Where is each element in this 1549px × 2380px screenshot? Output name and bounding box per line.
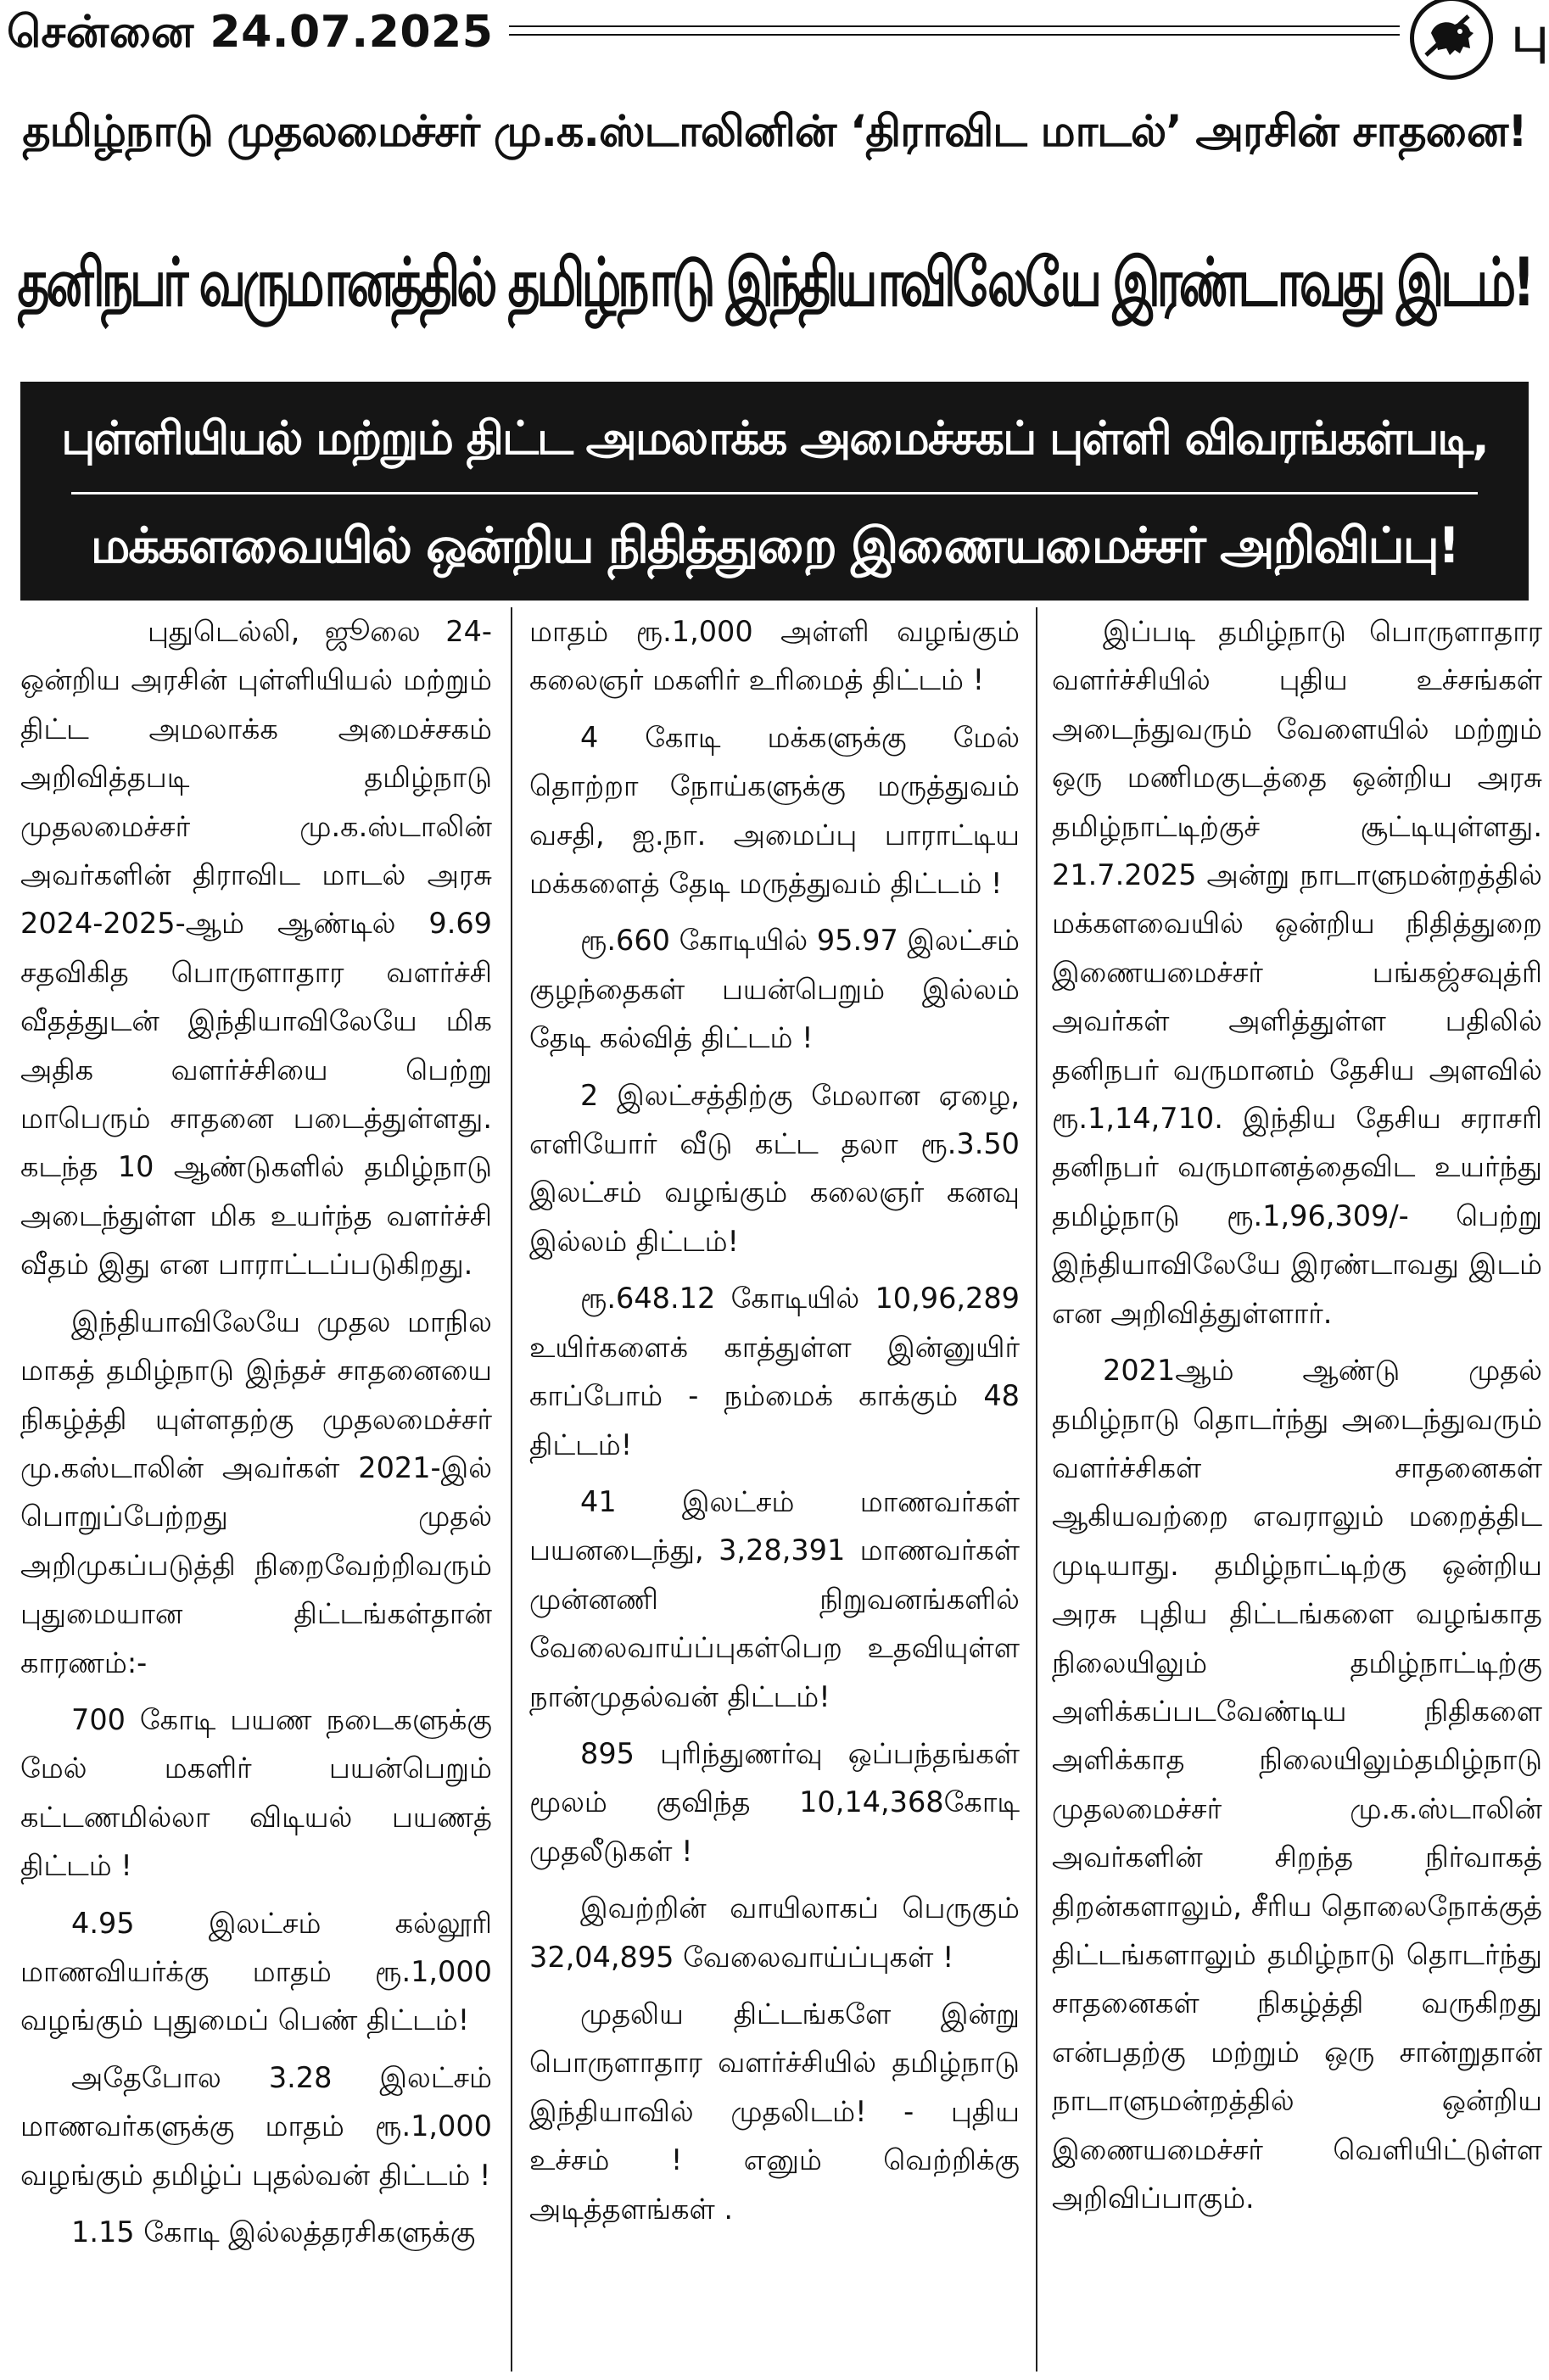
paragraph: முதலிய திட்டங்களே இன்று பொருளாதார வளர்ச்சியில் தமிழ்நாடு இந்தியாவில் முதலிடம்! - புதிய உச்சம் ! எனும் வெற்றிக்கு அடித்தளங்கள் .	[529, 1997, 1020, 2226]
paragraph: 895 புரிந்துணர்வு ஒப்பந்தங்கள் மூலம் குவிந்த 10,14,368கோடி முதலீடுகள் !	[529, 1736, 1020, 1868]
paragraph: மாதம் ரூ.1,000 அள்ளி வழங்கும் கலைஞர் மகளிர் உரிமைத் திட்டம் !	[529, 615, 1020, 697]
subhead-line-1: புள்ளியியல் மற்றும் திட்ட அமலாக்க அமைச்சகப் புள்ளி விவரங்கள்படி,	[61, 411, 1488, 465]
main-headline: தனிநபர் வருமானத்தில் தமிழ்நாடு இந்தியாவிலேயே இரண்டாவது இடம்!	[17, 243, 1532, 321]
column-divider	[511, 607, 512, 2372]
paragraph: அதேபோல 3.28 இலட்சம் மாணவர்களுக்கு மாதம் ரூ.1,000 வழங்கும் தமிழ்ப் புதல்வன் திட்டம் !	[20, 2060, 492, 2192]
paragraph: 4 கோடி மக்களுக்கு மேல் தொற்றா நோய்களுக்கு மருத்துவம் வசதி, ஐ.நா. அமைப்பு பாராட்டிய மக்களைத் தேடி மருத்துவம் திட்டம் !	[529, 720, 1020, 901]
dateline: சென்னை 24.07.2025	[7, 7, 494, 58]
page-section-letter: பு	[1512, 5, 1549, 63]
article-column-2	[529, 607, 1020, 2372]
article-column-3	[1052, 607, 1542, 2372]
subhead-divider	[71, 492, 1478, 494]
paragraph: புதுடெல்லி, ஜூலை 24- ஒன்றிய அரசின் புள்ளியியல் மற்றும் திட்ட அமலாக்க அமைச்சகம் அறிவித்தபடி தமிழ்நாடு முதலமைச்சர் மு.க.ஸ்டாலின் அவர்களின் திராவிட மாடல் அரசு 2024-2025-ஆம் ஆண்டில் 9.69 சதவிகித பொருளாதார வளர்ச்சி வீதத்துடன் இந்தியாவிலேயே மிக அதிக வளர்ச்சியை பெற்று மாபெரும் சாதனை படைத்துள்ளது. கடந்த 10 ஆண்டுகளில் தமிழ்நாடு அடைந்துள்ள மிக உயர்ந்த வளர்ச்சி வீதம் இது என பாராட்டப்படுகிறது.	[20, 615, 492, 1282]
masthead	[0, 0, 1549, 71]
article-column-1	[20, 607, 492, 2372]
paragraph: 4.95 இலட்சம் கல்லூரி மாணவியர்க்கு மாதம் ரூ.1,000 வழங்கும் புதுமைப் பெண் திட்டம்!	[20, 1906, 492, 2037]
paragraph: 2 இலட்சத்திற்கு மேலான ஏழை, எளியோர் வீடு கட்ட தலா ரூ.3.50 இலட்சம் வழங்கும் கலைஞர் கனவு இல்லம் திட்டம்!	[529, 1078, 1020, 1258]
party-emblem-icon	[1410, 0, 1493, 80]
paragraph: இப்படி தமிழ்நாடு பொருளாதார வளர்ச்சியில் புதிய உச்சங்கள் அடைந்துவரும் வேளையில் மற்றும் ஒரு மணிமகுடத்தை ஒன்றிய அரசு தமிழ்நாட்டிற்குச் சூட்டியுள்ளது. 21.7.2025 அன்று நாடாளுமன்றத்தில் மக்களவையில் ஒன்றிய நிதித்துறை இணையமைச்சர் பங்கஜ்சவுத்ரி அவர்கள் அளித்துள்ள பதிலில் தனிநபர் வருமானம் தேசிய அளவில் ரூ.1,14,710. இந்திய தேசிய சராசரி தனிநபர் வருமானத்தைவிட உயர்ந்து தமிழ்நாடு ரூ.1,96,309/- பெற்று இந்தியாவிலேயே இரண்டாவது இடம் என அறிவித்துள்ளார்.	[1052, 615, 1542, 1330]
kicker-headline: தமிழ்நாடு முதலமைச்சர் மு.க.ஸ்டாலினின் ‘திராவிட மாடல்’ அரசின் சாதனை!	[22, 107, 1527, 157]
paragraph: இந்தியாவிலேயே முதல மாநில மாகத் தமிழ்நாடு இந்தச் சாதனையை நிகழ்த்தி யுள்ளதற்கு முதலமைச்சர் மு.கஸ்டாலின் அவர்கள் 2021-இல் பொறுப்பேற்றது முதல் அறிமுகப்படுத்தி நிறைவேற்றிவரும் புதுமையான திட்டங்கள்தான் காரணம்:-	[20, 1305, 492, 1679]
paragraph: 41 இலட்சம் மாணவர்கள் பயனடைந்து, 3,28,391 மாணவர்கள் முன்னணி நிறுவனங்களில் வேலைவாய்ப்புகள்பெற உதவியுள்ள நான்முதல்வன் திட்டம்!	[529, 1484, 1020, 1713]
paragraph: 700 கோடி பயண நடைகளுக்கு மேல் மகளிர் பயன்பெறும் கட்டணமில்லா விடியல் பயணத் திட்டம் !	[20, 1702, 492, 1883]
masthead-rule	[509, 25, 1400, 39]
emblem-graphic	[1418, 4, 1485, 72]
column-divider	[1036, 607, 1037, 2372]
subhead-line-2: மக்களவையில் ஒன்றிய நிதித்துறை இணையமைச்சர் அறிவிப்பு!	[90, 517, 1459, 574]
paragraph: இவற்றின் வாயிலாகப் பெருகும் 32,04,895 வேலைவாய்ப்புகள் !	[529, 1891, 1020, 1974]
paragraph: 1.15 கோடி இல்லத்தரசிகளுக்கு	[71, 2215, 476, 2249]
subhead-box	[20, 382, 1529, 601]
paragraph: ரூ.660 கோடியில் 95.97 இலட்சம் குழந்தைகள் பயன்பெறும் இல்லம் தேடி கல்வித் திட்டம் !	[529, 924, 1020, 1055]
paragraph: ரூ.648.12 கோடியில் 10,96,289 உயிர்களைக் காத்துள்ள இன்னுயிர் காப்போம் - நம்மைக் காக்கும் 48 திட்டம்!	[529, 1282, 1020, 1461]
paragraph: 2021ஆம் ஆண்டு முதல் தமிழ்நாடு தொடர்ந்து அடைந்துவரும் வளர்ச்சிகள் சாதனைகள் ஆகியவற்றை எவராலும் மறைத்திட முடியாது. தமிழ்நாட்டிற்கு ஒன்றிய அரசு புதிய திட்டங்களை வழங்காத நிலையிலும் தமிழ்நாட்டிற்கு அளிக்கப்படவேண்டிய நிதிகளை அளிக்காத நிலையிலும்தமிழ்நாடு முதலமைச்சர் மு.க.ஸ்டாலின் அவர்களின் சிறந்த நிர்வாகத் திறன்களாலும், சீரிய தொலைநோக்குத் திட்டங்களாலும் தமிழ்நாடு தொடர்ந்து சாதனைகள் நிகழ்த்தி வருகிறது என்பதற்கு மற்றும் ஒரு சான்றுதான் நாடாளுமன்றத்தில் ஒன்றிய இணையமைச்சர் வெளியிட்டுள்ள அறிவிப்பாகும்.	[1052, 1354, 1542, 2215]
